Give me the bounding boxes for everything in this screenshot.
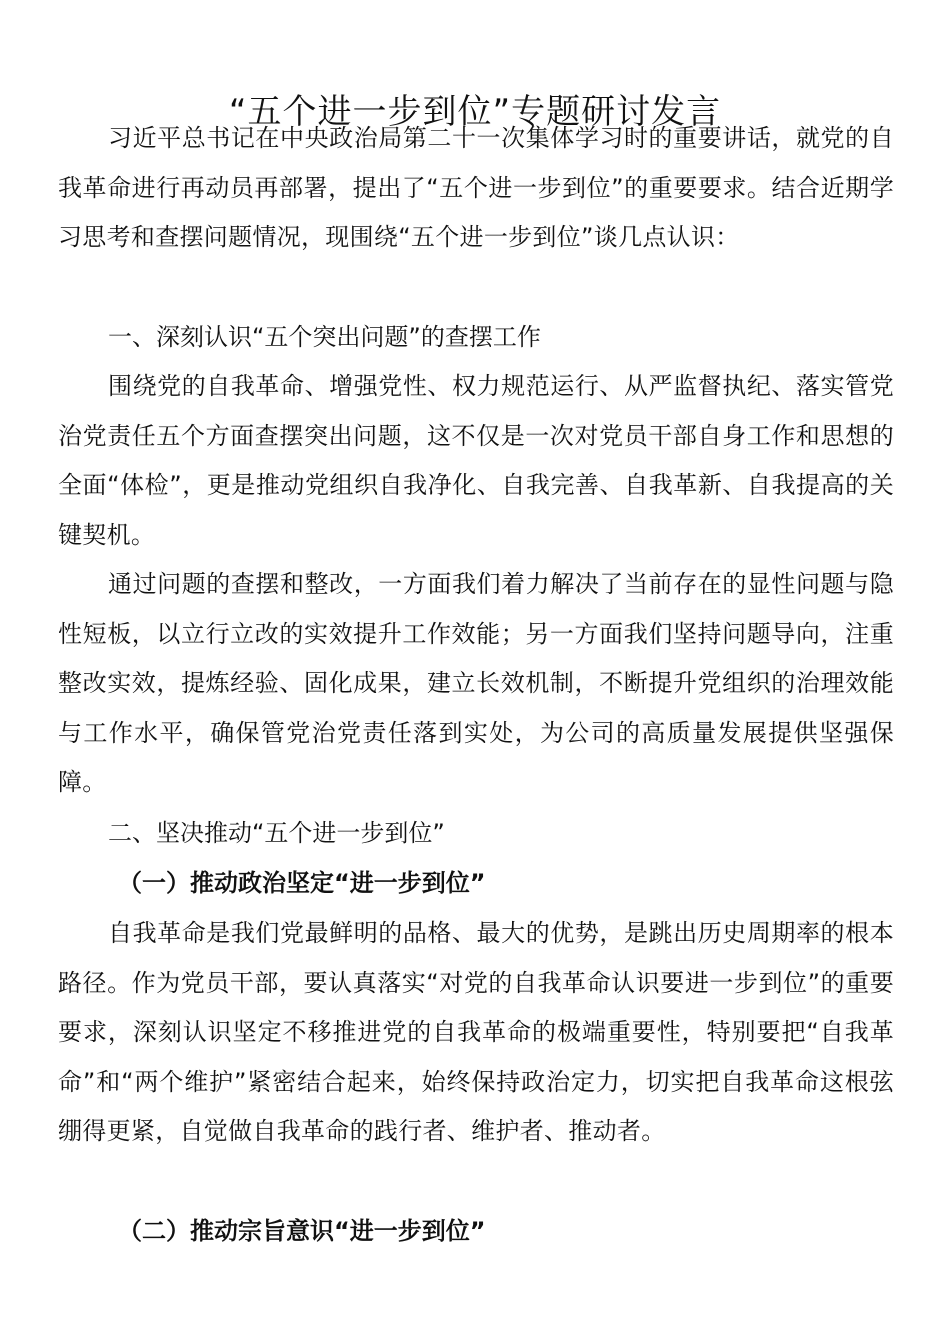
subsection-1-heading: （一）推动政治坚定“进一步到位” <box>118 869 486 897</box>
section-2-heading: 二、坚决推动“五个进一步到位” <box>108 819 445 847</box>
section-1-paragraph-2: 通过问题的查摆和整改，一方面我们着力解决了当前存在的显性问题与隐性短板，以立行立改的实效提升工作效能；另一方面我们坚持问题导向，注重整改实效，提炼经验、固化成果，建立长效机制，不断提升党组织的治理效能与工作水平，确保管党治党责任落到实处，为公司的高质量发展提供坚强保障。 <box>58 570 894 796</box>
section-1-heading: 一、深刻认识“五个突出问题”的查摆工作 <box>108 323 541 351</box>
section-1-paragraph-1: 围绕党的自我革命、增强党性、权力规范运行、从严监督执纪、落实管党治党责任五个方面查摆突出问题，这不仅是一次对党员干部自身工作和思想的全面“体检”，更是推动党组织自我净化、自我完善、自我革新、自我提高的关键契机。 <box>58 372 894 549</box>
subsection-1-paragraph: 自我革命是我们党最鲜明的品格、最大的优势，是跳出历史周期率的根本路径。作为党员干部，要认真落实“对党的自我革命认识要进一步到位”的重要要求，深刻认识坚定不移推进党的自我革命的极端重要性，特别要把“自我革命”和“两个维护”紧密结合起来，始终保持政治定力，切实把自我革命这根弦绷得更紧，自觉做自我革命的践行者、维护者、推动者。 <box>58 919 894 1145</box>
intro-paragraph: 习近平总书记在中央政治局第二十一次集体学习时的重要讲话，就党的自我革命进行再动员再部署，提出了“五个进一步到位”的重要要求。结合近期学习思考和查摆问题情况，现围绕“五个进一步到位”谈几点认识： <box>58 124 894 251</box>
document-title: “五个进一步到位”专题研讨发言 <box>228 91 722 132</box>
subsection-2-heading: （二）推动宗旨意识“进一步到位” <box>118 1217 486 1245</box>
